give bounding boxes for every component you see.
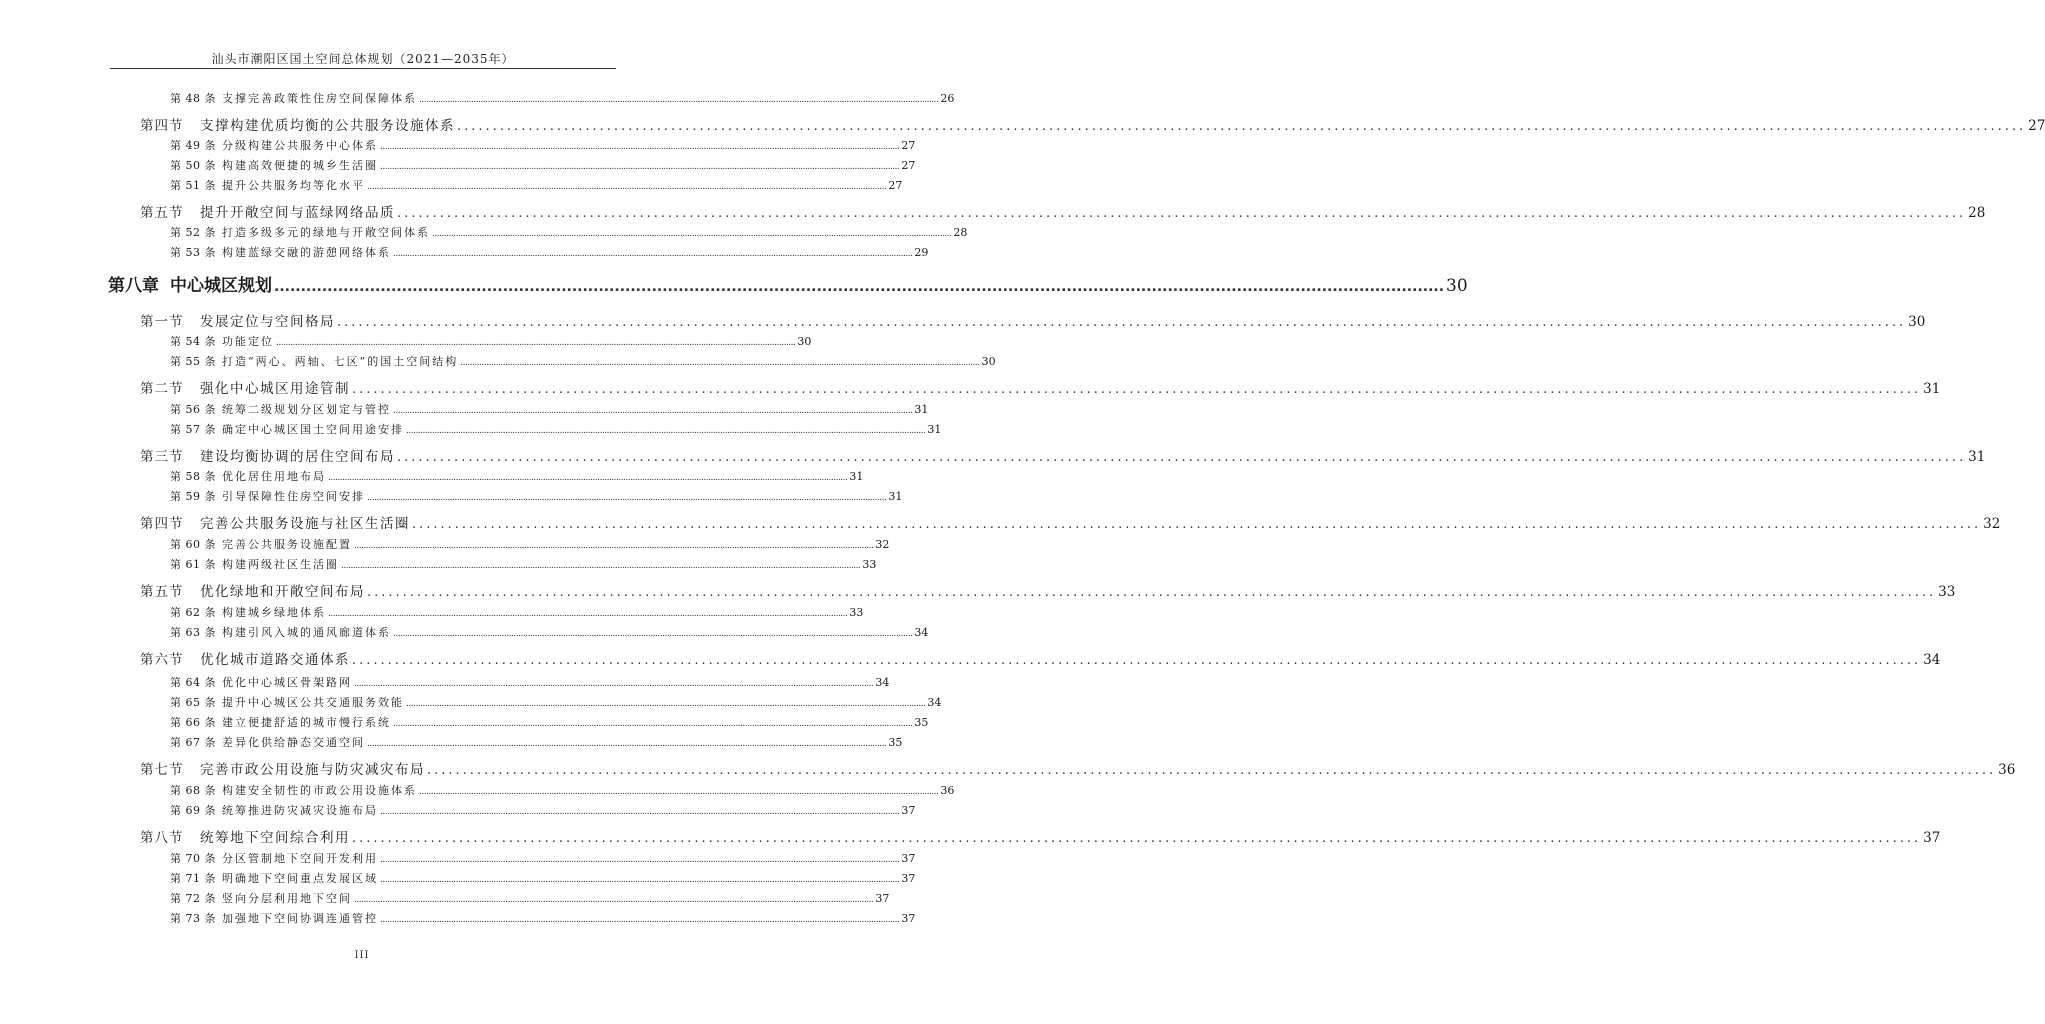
toc-entry-page: 35 (914, 716, 929, 729)
toc-entry-title: 打造多级多元的绿地与开敞空间体系 (222, 226, 430, 239)
toc-dot-leader: ............................................................................................................................................................................................................................ (274, 279, 1445, 295)
toc-entry-page: 31 (927, 423, 942, 436)
toc-entry-number: 第二节 (140, 381, 184, 397)
toc-entry-title: 确定中心城区国土空间用途安排 (222, 423, 404, 436)
toc-entry-page: 33 (849, 606, 864, 619)
toc-dot-leader: ............................................................................................................................................................................................................................ (393, 249, 913, 259)
toc-entry-page: 34 (914, 626, 929, 639)
toc-entry-number: 第五节 (140, 584, 184, 600)
toc-entry-title: 统筹推进防灾减灾设施布局 (222, 804, 378, 817)
toc-article-entry[interactable] (170, 910, 916, 926)
toc-entry-number: 第 65 条 (170, 696, 216, 709)
toc-entry-page: 31 (914, 403, 929, 416)
toc-entry-title: 加强地下空间协调连通管控 (222, 912, 378, 925)
toc-article-entry[interactable] (170, 353, 996, 369)
toc-entry-number: 第 57 条 (170, 423, 216, 436)
toc-entry-page: 27 (888, 179, 903, 192)
toc-article-entry[interactable] (170, 782, 955, 798)
toc-entry-title: 强化中心城区用途管制 (200, 381, 350, 397)
toc-article-entry[interactable] (170, 177, 903, 193)
toc-section-entry[interactable] (140, 377, 1941, 397)
toc-entry-title: 竖向分层利用地下空间 (222, 892, 352, 905)
toc-entry-number: 第 52 条 (170, 226, 216, 239)
toc-dot-leader: ............................................................................................................................................................................................................................ (380, 162, 900, 172)
toc-dot-leader: ............................................................................................................................................................................................................................ (328, 473, 848, 483)
toc-entry-title: 构建引风入城的通风廊道体系 (222, 626, 391, 639)
toc-entry-title: 完善公共服务设施配置 (222, 538, 352, 551)
toc-dot-leader: ............................................................................................................................................................................................................................ (337, 315, 1907, 330)
toc-dot-leader: ............................................................................................................................................................................................................................ (380, 875, 900, 885)
toc-entry-title: 支撑构建优质均衡的公共服务设施体系 (200, 118, 455, 134)
toc-entry-page: 27 (901, 159, 916, 172)
toc-entry-title: 建设均衡协调的居住空间布局 (200, 449, 395, 465)
toc-entry-number: 第 51 条 (170, 179, 216, 192)
toc-dot-leader: ............................................................................................................................................................................................................................ (352, 831, 1922, 846)
toc-entry-number: 第 61 条 (170, 558, 216, 571)
toc-section-entry[interactable] (140, 201, 1986, 221)
toc-entry-number: 第 58 条 (170, 470, 216, 483)
toc-entry-number: 第 56 条 (170, 403, 216, 416)
toc-entry-number: 第 50 条 (170, 159, 216, 172)
toc-entry-number: 第 72 条 (170, 892, 216, 905)
toc-entry-number: 第 73 条 (170, 912, 216, 925)
toc-entry-number: 第八章 (108, 276, 159, 296)
toc-article-entry[interactable] (170, 714, 929, 730)
toc-section-entry[interactable] (140, 826, 1941, 846)
toc-dot-leader: ............................................................................................................................................................................................................................ (354, 541, 874, 551)
toc-entry-title: 构建城乡绿地体系 (222, 606, 326, 619)
toc-dot-leader: ............................................................................................................................................................................................................................ (432, 229, 952, 239)
toc-dot-leader: ............................................................................................................................................................................................................................ (380, 855, 900, 865)
toc-dot-leader: ............................................................................................................................................................................................................................ (276, 338, 796, 348)
toc-article-entry[interactable] (170, 421, 942, 437)
toc-section-entry[interactable] (140, 512, 2001, 532)
toc-entry-page: 28 (953, 226, 968, 239)
toc-dot-leader: ............................................................................................................................................................................................................................ (406, 699, 926, 709)
toc-entry-title: 构建两级社区生活圈 (222, 558, 339, 571)
toc-entry-title: 中心城区规划 (170, 276, 272, 296)
toc-dot-leader: ............................................................................................................................................................................................................................ (419, 787, 939, 797)
toc-entry-title: 优化绿地和开敞空间布局 (200, 584, 365, 600)
toc-dot-leader: ............................................................................................................................................................................................................................ (393, 629, 913, 639)
toc-article-entry[interactable] (170, 333, 812, 349)
toc-dot-leader: ............................................................................................................................................................................................................................ (380, 142, 900, 152)
toc-dot-leader: ............................................................................................................................................................................................................................ (352, 653, 1922, 668)
toc-entry-number: 第四节 (140, 118, 184, 134)
toc-entry-number: 第 63 条 (170, 626, 216, 639)
toc-article-entry[interactable] (170, 488, 903, 504)
toc-entry-title: 优化城市道路交通体系 (200, 652, 350, 668)
toc-dot-leader: ............................................................................................................................................................................................................................ (397, 450, 1967, 465)
toc-dot-leader: ............................................................................................................................................................................................................................ (352, 382, 1922, 397)
toc-entry-title: 提升开敞空间与蓝绿网络品质 (200, 205, 395, 221)
toc-entry-page: 30 (1446, 276, 1468, 296)
toc-entry-page: 35 (888, 736, 903, 749)
toc-article-entry[interactable] (170, 604, 864, 620)
toc-article-entry[interactable] (170, 734, 903, 750)
toc-entry-number: 第四节 (140, 516, 184, 532)
toc-article-entry[interactable] (170, 468, 864, 484)
toc-dot-leader: ............................................................................................................................................................................................................................ (397, 206, 1967, 221)
toc-entry-number: 第 54 条 (170, 335, 216, 348)
toc-entry-page: 37 (901, 872, 916, 885)
toc-section-entry[interactable] (140, 114, 2045, 134)
toc-entry-page: 31 (888, 490, 903, 503)
toc-section-entry[interactable] (140, 310, 1926, 330)
page-header-title: 汕头市潮阳区国土空间总体规划（2021—2035年） (211, 52, 515, 66)
toc-entry-page: 33 (1938, 584, 1956, 600)
toc-dot-leader: ............................................................................................................................................................................................................................ (460, 358, 980, 368)
toc-entry-page: 33 (862, 558, 877, 571)
toc-entry-page: 26 (940, 92, 955, 105)
page-number: III (354, 950, 370, 961)
toc-section-entry[interactable] (140, 580, 1956, 600)
toc-entry-page: 28 (1968, 205, 1986, 221)
toc-entry-page: 31 (1968, 449, 1986, 465)
toc-dot-leader: ............................................................................................................................................................................................................................ (412, 517, 1982, 532)
toc-dot-leader: ............................................................................................................................................................................................................................ (367, 585, 1937, 600)
toc-entry-number: 第 55 条 (170, 355, 216, 368)
toc-entry-page: 32 (875, 538, 890, 551)
toc-entry-page: 31 (1923, 381, 1941, 397)
toc-entry-page: 37 (901, 804, 916, 817)
toc-article-entry[interactable] (170, 536, 890, 552)
toc-entry-number: 第 59 条 (170, 490, 216, 503)
toc-dot-leader: ............................................................................................................................................................................................................................ (354, 895, 874, 905)
toc-entry-title: 分区管制地下空间开发利用 (222, 852, 378, 865)
toc-entry-title: 构建蓝绿交融的游憩网络体系 (222, 246, 391, 259)
toc-entry-page: 30 (981, 355, 996, 368)
toc-entry-title: 明确地下空间重点发展区域 (222, 872, 378, 885)
toc-entry-title: 引导保障性住房空间安排 (222, 490, 365, 503)
toc-entry-number: 第五节 (140, 205, 184, 221)
toc-chapter-entry[interactable] (108, 271, 1468, 296)
toc-entry-number: 第八节 (140, 830, 184, 846)
toc-entry-title: 构建安全韧性的市政公用设施体系 (222, 784, 417, 797)
toc-dot-leader: ............................................................................................................................................................................................................................ (457, 119, 2027, 134)
toc-entry-page: 34 (875, 676, 890, 689)
toc-entry-title: 统筹二级规划分区划定与管控 (222, 403, 391, 416)
toc-entry-title: 完善公共服务设施与社区生活圈 (200, 516, 410, 532)
toc-entry-number: 第 60 条 (170, 538, 216, 551)
toc-article-entry[interactable] (170, 694, 942, 710)
toc-entry-title: 优化居住用地布局 (222, 470, 326, 483)
toc-entry-page: 37 (901, 912, 916, 925)
toc-entry-number: 第 53 条 (170, 246, 216, 259)
toc-dot-leader: ............................................................................................................................................................................................................................ (380, 915, 900, 925)
toc-entry-number: 第六节 (140, 652, 184, 668)
toc-dot-leader: ............................................................................................................................................................................................................................ (367, 739, 887, 749)
toc-dot-leader: ............................................................................................................................................................................................................................ (328, 609, 848, 619)
toc-article-entry[interactable] (170, 556, 877, 572)
toc-dot-leader: ............................................................................................................................................................................................................................ (393, 406, 913, 416)
toc-entry-number: 第 70 条 (170, 852, 216, 865)
toc-entry-page: 27 (901, 139, 916, 152)
toc-entry-title: 发展定位与空间格局 (200, 314, 335, 330)
toc-entry-title: 建立便捷舒适的城市慢行系统 (222, 716, 391, 729)
toc-article-entry[interactable] (170, 90, 955, 106)
toc-article-entry[interactable] (170, 624, 929, 640)
toc-entry-page: 37 (901, 852, 916, 865)
toc-entry-page: 30 (797, 335, 812, 348)
toc-article-entry[interactable] (170, 157, 916, 173)
toc-dot-leader: ............................................................................................................................................................................................................................ (341, 561, 861, 571)
toc-article-entry[interactable] (170, 870, 916, 886)
toc-entry-page: 29 (914, 246, 929, 259)
toc-dot-leader: ............................................................................................................................................................................................................................ (354, 679, 874, 689)
toc-entry-number: 第 67 条 (170, 736, 216, 749)
toc-entry-title: 打造“两心、两轴、七区”的国土空间结构 (222, 355, 459, 368)
toc-entry-number: 第 69 条 (170, 804, 216, 817)
toc-entry-page: 37 (875, 892, 890, 905)
toc-entry-number: 第 62 条 (170, 606, 216, 619)
toc-dot-leader: ............................................................................................................................................................................................................................ (427, 763, 1997, 778)
toc-entry-number: 第一节 (140, 314, 184, 330)
toc-entry-title: 功能定位 (222, 335, 274, 348)
toc-entry-number: 第 68 条 (170, 784, 216, 797)
toc-entry-title: 支撑完善政策性住房空间保障体系 (222, 92, 417, 105)
toc-article-entry[interactable] (170, 401, 929, 417)
toc-entry-page: 30 (1908, 314, 1926, 330)
toc-entry-page: 27 (2028, 118, 2045, 134)
toc-entry-page: 34 (1923, 652, 1941, 668)
toc-dot-leader: ............................................................................................................................................................................................................................ (406, 426, 926, 436)
toc-entry-number: 第七节 (140, 762, 184, 778)
toc-entry-title: 完善市政公用设施与防灾减灾布局 (200, 762, 425, 778)
toc-entry-title: 提升公共服务均等化水平 (222, 179, 365, 192)
toc-entry-title: 优化中心城区骨架路网 (222, 676, 352, 689)
toc-entry-title: 统筹地下空间综合利用 (200, 830, 350, 846)
toc-entry-page: 36 (1998, 762, 2016, 778)
toc-dot-leader: ............................................................................................................................................................................................................................ (393, 719, 913, 729)
toc-entry-title: 分级构建公共服务中心体系 (222, 139, 378, 152)
toc-entry-number: 第 64 条 (170, 676, 216, 689)
toc-article-entry[interactable] (170, 802, 916, 818)
toc-section-entry[interactable] (140, 758, 2016, 778)
toc-article-entry[interactable] (170, 674, 890, 690)
toc-entry-number: 第 48 条 (170, 92, 216, 105)
toc-dot-leader: ............................................................................................................................................................................................................................ (367, 182, 887, 192)
toc-article-entry[interactable] (170, 890, 890, 906)
toc-entry-number: 第 66 条 (170, 716, 216, 729)
toc-article-entry[interactable] (170, 224, 968, 240)
toc-article-entry[interactable] (170, 850, 916, 866)
toc-entry-number: 第 71 条 (170, 872, 216, 885)
toc-entry-page: 32 (1983, 516, 2001, 532)
toc-section-entry[interactable] (140, 445, 1986, 465)
toc-dot-leader: ............................................................................................................................................................................................................................ (380, 807, 900, 817)
toc-entry-title: 差异化供给静态交通空间 (222, 736, 365, 749)
toc-entry-page: 31 (849, 470, 864, 483)
toc-dot-leader: ............................................................................................................................................................................................................................ (419, 95, 939, 105)
toc-entry-number: 第三节 (140, 449, 184, 465)
toc-entry-title: 构建高效便捷的城乡生活圈 (222, 159, 378, 172)
toc-section-entry[interactable] (140, 648, 1941, 668)
toc-entry-title: 提升中心城区公共交通服务效能 (222, 696, 404, 709)
toc-entry-page: 37 (1923, 830, 1941, 846)
toc-article-entry[interactable] (170, 244, 929, 260)
toc-article-entry[interactable] (170, 137, 916, 153)
toc-entry-page: 34 (927, 696, 942, 709)
toc-dot-leader: ............................................................................................................................................................................................................................ (367, 493, 887, 503)
toc-entry-page: 36 (940, 784, 955, 797)
toc-entry-number: 第 49 条 (170, 139, 216, 152)
